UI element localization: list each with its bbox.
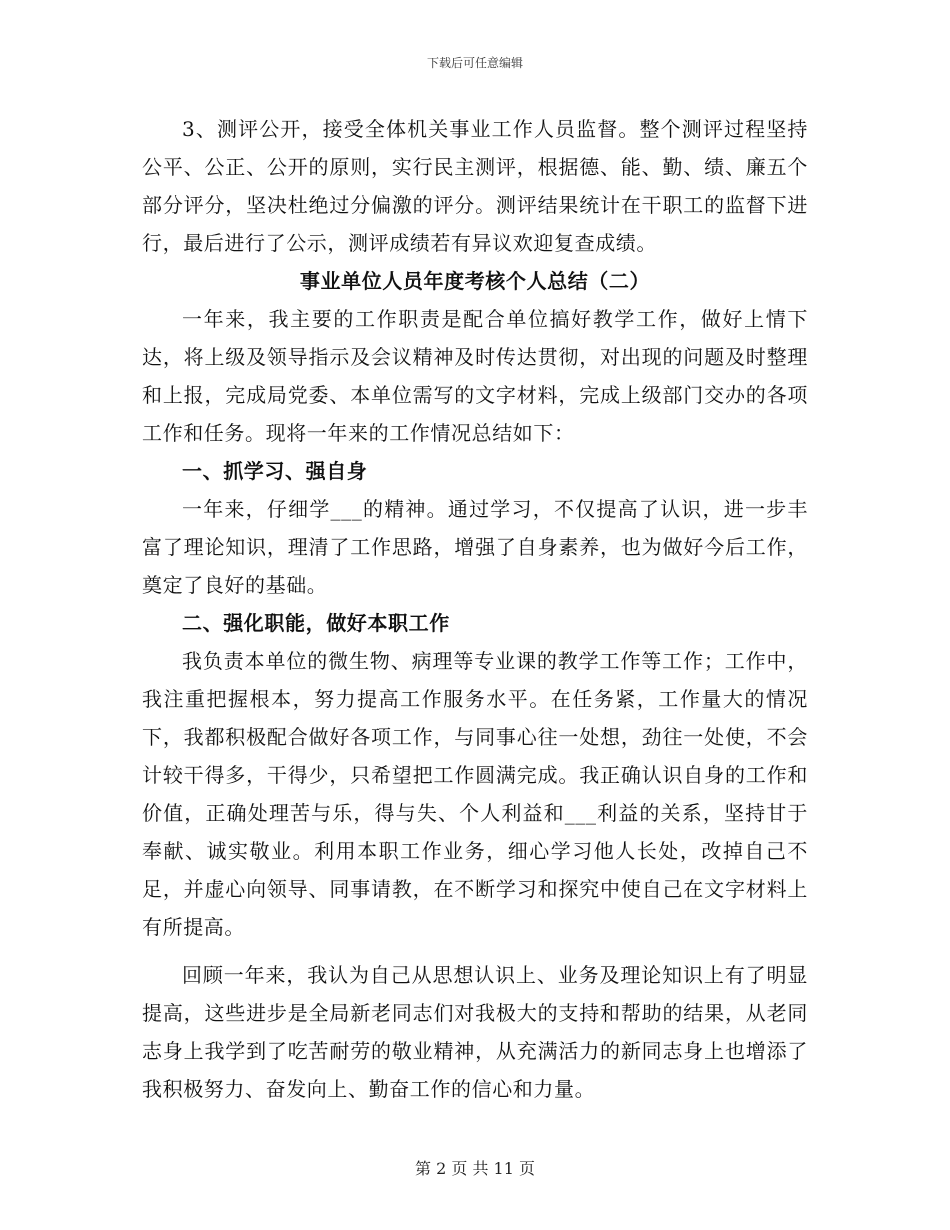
- page-header: 下载后可任意编辑: [426, 56, 523, 70]
- paragraph-study: 一年来，仔细学___的精神。通过学习，不仅提高了认识，进一步丰富了理论知识，理清了工作思路，增强了自身素养，也为做好今后工作，奠定了良好的基础。: [142, 497, 808, 597]
- heading-study: 一、抓学习、强自身: [182, 459, 368, 483]
- paragraph-gap: [142, 946, 808, 956]
- heading-duties: 二、强化职能，做好本职工作: [182, 611, 450, 635]
- document-body: [142, 110, 808, 1108]
- paragraph-evaluation-public: 3、测评公开，接受全体机关事业工作人员监督。整个测评过程坚持公平、公正、公开的原则，实行民主测评，根据德、能、勤、绩、廉五个部分评分，坚决杜绝过分偏激的评分。测评结果统计在干职工的监督下进行，最后进行了公示，测评成绩若有异议欢迎复查成绩。: [142, 117, 808, 255]
- paragraph-review: 回顾一年来，我认为自己从思想认识上、业务及理论知识上有了明显提高，这些进步是全局新老同志们对我极大的支持和帮助的结果，从老同志身上我学到了吃苦耐劳的敬业精神，从充满活力的新同志身上也增添了我积极努力、奋发向上、勤奋工作的信心和力量。: [142, 963, 808, 1101]
- section-title: 事业单位人员年度考核个人总结（二）: [299, 269, 651, 293]
- page-footer: 第 2 页 共 11 页: [415, 1159, 535, 1178]
- paragraph-duties: 我负责本单位的微生物、病理等专业课的教学工作等工作；工作中，我注重把握根本，努力提高工作服务水平。在任务紧，工作量大的情况下，我都积极配合做好各项工作，与同事心往一处想，劲往一处使，不会计较干得多，干得少，只希望把工作圆满完成。我正确认识自身的工作和价值，正确处理苦与乐，得与失、个人利益和___利益的关系，坚持甘于奉献、诚实敬业。利用本职工作业务，细心学习他人长处，改掉自己不足，并虚心向领导、同事请教，在不断学习和探究中使自己在文字材料上有所提高。: [142, 649, 808, 939]
- paragraph-intro: 一年来，我主要的工作职责是配合单位搞好教学工作，做好上情下达，将上级及领导指示及会议精神及时传达贯彻，对出现的问题及时整理和上报，完成局党委、本单位需写的文字材料，完成上级部门交办的各项工作和任务。现将一年来的工作情况总结如下：: [142, 307, 808, 445]
